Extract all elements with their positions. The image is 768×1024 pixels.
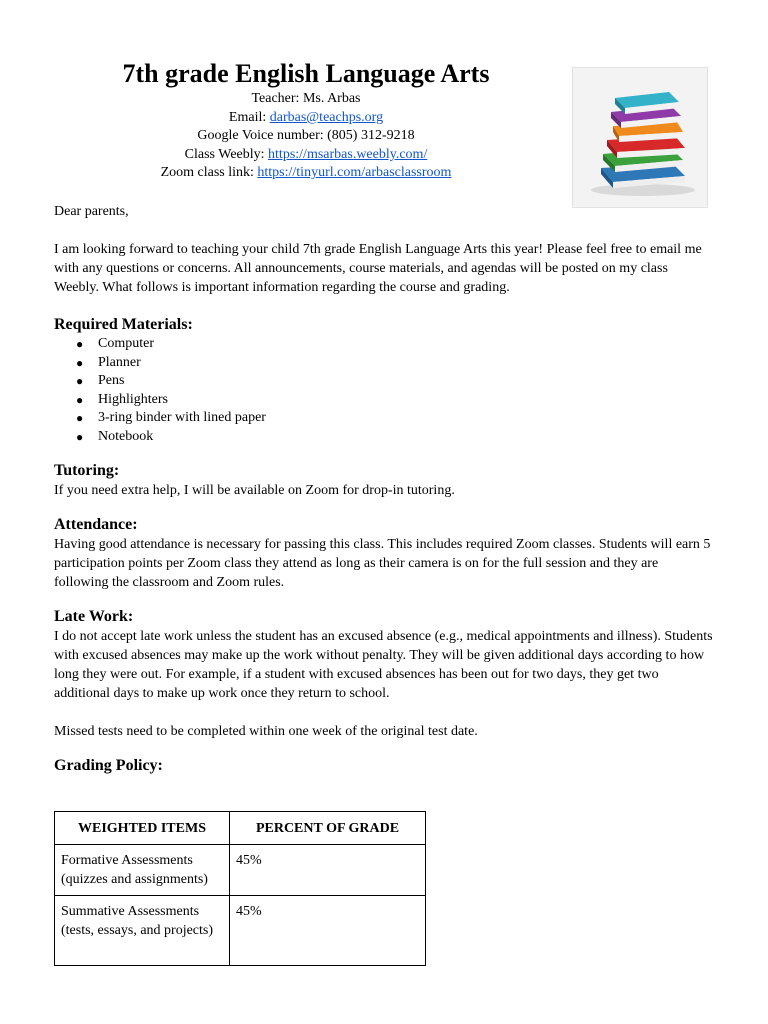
zoom-line bbox=[54, 164, 558, 183]
intro-paragraph: I am looking forward to teaching your child 7th grade English Language Arts this year! Please feel free to email me with any questions or concerns. All announcements, course materials, and agendas will be posted on my class Weebly. What follows is important information regarding the course and grading. bbox=[54, 242, 702, 295]
table-row bbox=[55, 845, 426, 896]
bullet-icon: ● bbox=[76, 355, 84, 370]
attendance-text: Having good attendance is necessary for passing this class. This includes required Zoom classes. Students will earn 5 participation points per Zoom class they attend as long as their camera is on for the full session and they are following the classroom and Zoom rules. bbox=[54, 537, 711, 590]
page-title: 7th grade English Language Arts bbox=[122, 59, 490, 88]
tutoring-text: If you need extra help, I will be available on Zoom for drop-in tutoring. bbox=[54, 483, 455, 498]
zoom-link[interactable]: https://tinyurl.com/arbasclassroom bbox=[257, 165, 452, 181]
weebly-line bbox=[54, 146, 558, 165]
bullet-icon: ● bbox=[76, 337, 84, 351]
books-illustration bbox=[573, 68, 707, 207]
greeting: Dear parents, bbox=[54, 204, 129, 219]
late-work-heading: Late Work: bbox=[54, 608, 134, 625]
table-header-row bbox=[55, 812, 426, 845]
materials-heading: Required Materials: bbox=[54, 316, 193, 333]
table-cell-item: Summative Assessments (tests, essays, and projects) bbox=[55, 896, 230, 966]
voice-number-line: Google Voice number: (805) 312-9218 bbox=[197, 128, 415, 144]
grading-table bbox=[54, 811, 426, 966]
email-link[interactable]: darbas@teachps.org bbox=[269, 109, 384, 125]
list-item: ● Computer bbox=[98, 335, 714, 354]
teacher-line: Teacher: Ms. Arbas bbox=[251, 91, 361, 106]
grading-heading: Grading Policy: bbox=[54, 757, 163, 774]
stack-of-books-icon bbox=[572, 67, 708, 208]
weebly-link[interactable]: https://msarbas.weebly.com/ bbox=[268, 146, 428, 162]
column-header-percent: PERCENT OF GRADE bbox=[230, 812, 426, 845]
table-cell-percent: 45% bbox=[230, 845, 426, 896]
list-item: ● Notebook bbox=[98, 428, 714, 447]
list-item: ● Planner bbox=[98, 354, 714, 373]
table-cell-item: Formative Assessments (quizzes and assignments) bbox=[55, 845, 230, 896]
missed-tests-text: Missed tests need to be completed within one week of the original test date. bbox=[54, 724, 478, 739]
late-work-text: I do not accept late work unless the student has an excused absence (e.g., medical appointments and illness). Students with excused absences may make up the work without penalty. They will be given additional days according to how long they were out. For example, if a student with excused absences has been out for two days, they get two additional days to make up work once they return to school. bbox=[54, 629, 713, 701]
letter-body bbox=[54, 202, 714, 776]
bullet-icon: ● bbox=[76, 411, 84, 425]
bullet-icon: ● bbox=[76, 429, 84, 444]
materials-list bbox=[54, 335, 714, 446]
email-line bbox=[54, 109, 558, 128]
tutoring-heading: Tutoring: bbox=[54, 462, 120, 479]
list-item: ● Highlighters bbox=[98, 391, 714, 410]
zoom-label: Zoom class link: bbox=[160, 165, 258, 181]
attendance-heading: Attendance: bbox=[54, 516, 138, 533]
bullet-icon: ● bbox=[76, 374, 84, 388]
table-cell-percent: 45% bbox=[230, 896, 426, 966]
column-header-weighted-items: WEIGHTED ITEMS bbox=[55, 812, 230, 845]
list-item: ● Pens bbox=[98, 372, 714, 391]
list-item: ● 3-ring binder with lined paper bbox=[98, 409, 714, 428]
document-header bbox=[54, 58, 558, 183]
email-label: Email: bbox=[228, 109, 270, 125]
table-row bbox=[55, 896, 426, 966]
bullet-icon: ● bbox=[76, 392, 84, 407]
weebly-label: Class Weebly: bbox=[184, 146, 269, 162]
